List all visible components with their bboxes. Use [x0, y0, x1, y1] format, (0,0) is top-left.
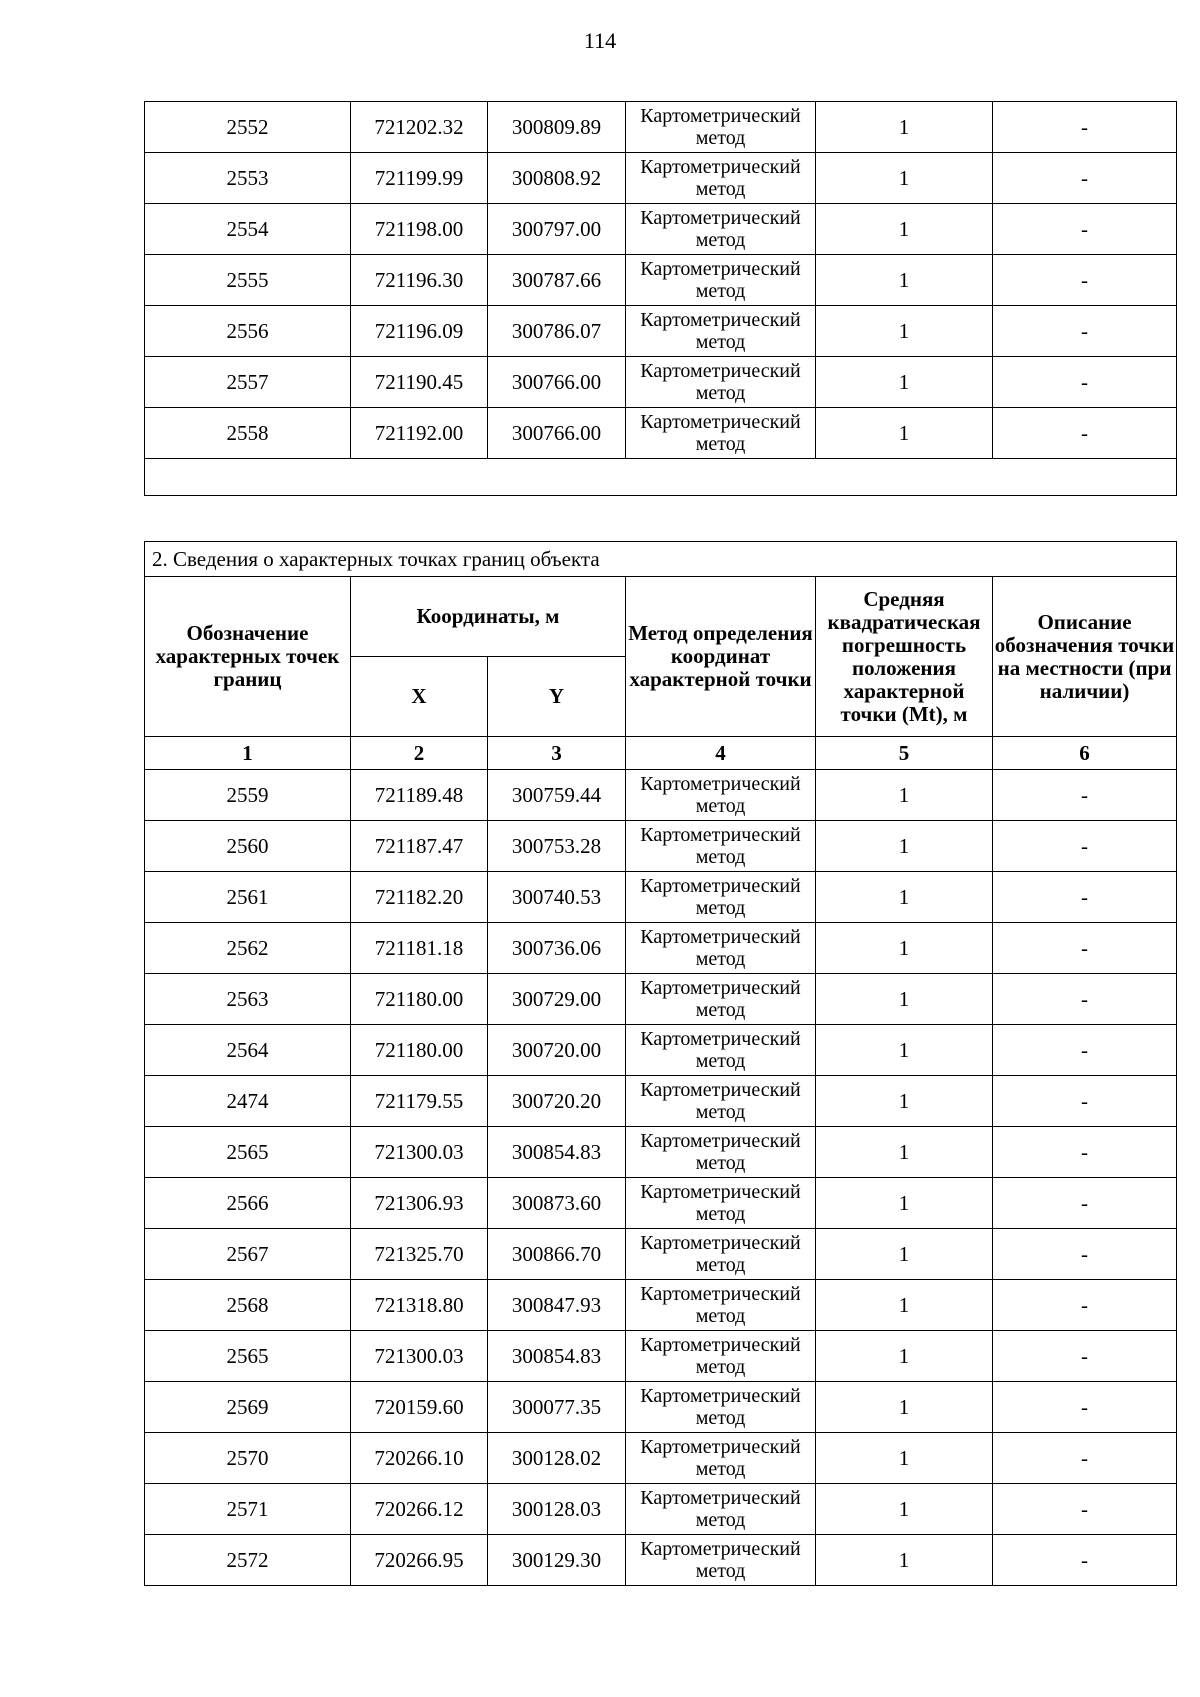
cell-point: 2559 [145, 770, 351, 821]
method-text: Картометрический [640, 1181, 801, 1203]
cell-point: 2565 [145, 1331, 351, 1382]
cell-x: 721199.99 [351, 153, 488, 204]
cell-method [626, 153, 816, 204]
header-x: X [351, 657, 488, 737]
cell-error: 1 [816, 974, 993, 1025]
table-row [145, 872, 1177, 923]
table-row [145, 204, 1177, 255]
method-text: Картометрический [640, 773, 801, 795]
cell-y: 300854.83 [488, 1331, 626, 1382]
table-row [145, 1025, 1177, 1076]
cell-point: 2474 [145, 1076, 351, 1127]
cell-error: 1 [816, 1127, 993, 1178]
method-text: Картометрический [640, 1283, 801, 1305]
method-text: Картометрический [640, 411, 801, 433]
method-text: метод [695, 999, 746, 1021]
cell-method [626, 821, 816, 872]
cell-y: 300854.83 [488, 1127, 626, 1178]
cell-error: 1 [816, 408, 993, 459]
cell-method [626, 1178, 816, 1229]
cell-error: 1 [816, 1178, 993, 1229]
method-text: Картометрический [640, 258, 801, 280]
cell-x: 721300.03 [351, 1331, 488, 1382]
cell-y: 300753.28 [488, 821, 626, 872]
cell-point: 2556 [145, 306, 351, 357]
cell-description: - [993, 1331, 1177, 1382]
cell-method [626, 1382, 816, 1433]
table-row [145, 255, 1177, 306]
cell-error: 1 [816, 1076, 993, 1127]
cell-method [626, 357, 816, 408]
header-y: Y [488, 657, 626, 737]
cell-x: 721190.45 [351, 357, 488, 408]
points-table [144, 541, 1177, 1586]
cell-point: 2570 [145, 1433, 351, 1484]
cell-y: 300808.92 [488, 153, 626, 204]
table-row [145, 1229, 1177, 1280]
method-text: метод [695, 897, 746, 919]
table-row [145, 102, 1177, 153]
method-text: метод [695, 433, 746, 455]
cell-description: - [993, 1025, 1177, 1076]
cell-x: 721189.48 [351, 770, 488, 821]
table-row [145, 1382, 1177, 1433]
cell-method [626, 1229, 816, 1280]
cell-x: 720266.12 [351, 1484, 488, 1535]
table-row [145, 923, 1177, 974]
method-text: Картометрический [640, 1487, 801, 1509]
cell-method [626, 102, 816, 153]
method-text: Картометрический [640, 360, 801, 382]
method-text: метод [695, 280, 746, 302]
cell-error: 1 [816, 1535, 993, 1586]
points-table-continued [144, 101, 1177, 496]
cell-point: 2569 [145, 1382, 351, 1433]
method-text: метод [695, 178, 746, 200]
cell-description: - [993, 306, 1177, 357]
table-row [145, 1076, 1177, 1127]
cell-method [626, 872, 816, 923]
page-number: 114 [583, 28, 617, 53]
table-row [145, 1535, 1177, 1586]
cell-error: 1 [816, 1484, 993, 1535]
cell-error: 1 [816, 306, 993, 357]
cell-method [626, 255, 816, 306]
cell-y: 300740.53 [488, 872, 626, 923]
cell-x: 721306.93 [351, 1178, 488, 1229]
method-text: Картометрический [640, 926, 801, 948]
cell-error: 1 [816, 1382, 993, 1433]
method-text: метод [695, 127, 746, 149]
cell-y: 300128.03 [488, 1484, 626, 1535]
cell-point: 2566 [145, 1178, 351, 1229]
cell-y: 300873.60 [488, 1178, 626, 1229]
cell-error: 1 [816, 357, 993, 408]
cell-error: 1 [816, 923, 993, 974]
cell-error: 1 [816, 102, 993, 153]
table-row [145, 1280, 1177, 1331]
method-text: Картометрический [640, 1385, 801, 1407]
empty-cell [145, 459, 1177, 496]
cell-y: 300766.00 [488, 357, 626, 408]
table-row [145, 357, 1177, 408]
method-text: метод [695, 1458, 746, 1480]
cell-method [626, 306, 816, 357]
cell-x: 721180.00 [351, 974, 488, 1025]
header-method: Метод определения координат характерной точки [626, 577, 816, 737]
table-row [145, 821, 1177, 872]
cell-point: 2563 [145, 974, 351, 1025]
cell-method [626, 1535, 816, 1586]
cell-error: 1 [816, 153, 993, 204]
table-row [145, 1433, 1177, 1484]
cell-error: 1 [816, 1025, 993, 1076]
column-number: 1 [145, 737, 351, 770]
cell-y: 300787.66 [488, 255, 626, 306]
table-row [145, 770, 1177, 821]
cell-x: 721198.00 [351, 204, 488, 255]
cell-error: 1 [816, 1331, 993, 1382]
cell-x: 721318.80 [351, 1280, 488, 1331]
cell-error: 1 [816, 1280, 993, 1331]
cell-description: - [993, 1280, 1177, 1331]
method-text: Картометрический [640, 309, 801, 331]
cell-y: 300729.00 [488, 974, 626, 1025]
cell-method [626, 1280, 816, 1331]
empty-row [145, 459, 1177, 496]
method-text: метод [695, 1305, 746, 1327]
cell-description: - [993, 872, 1177, 923]
method-text: метод [695, 1509, 746, 1531]
method-text: Картометрический [640, 1232, 801, 1254]
cell-point: 2567 [145, 1229, 351, 1280]
cell-x: 721179.55 [351, 1076, 488, 1127]
cell-y: 300809.89 [488, 102, 626, 153]
method-text: Картометрический [640, 1538, 801, 1560]
cell-description: - [993, 153, 1177, 204]
cell-point: 2572 [145, 1535, 351, 1586]
header-designation: Обозначение характерных точек границ [145, 577, 351, 737]
cell-point: 2571 [145, 1484, 351, 1535]
table-row [145, 408, 1177, 459]
method-text: метод [695, 331, 746, 353]
cell-method [626, 1433, 816, 1484]
method-text: метод [695, 1050, 746, 1072]
method-text: Картометрический [640, 1079, 801, 1101]
method-text: метод [695, 1407, 746, 1429]
cell-description: - [993, 1535, 1177, 1586]
cell-error: 1 [816, 255, 993, 306]
header-coordinates: Координаты, м [351, 577, 626, 657]
cell-point: 2552 [145, 102, 351, 153]
header-description: Описание обозначения точки на местности (при наличии) [993, 577, 1177, 737]
table-row [145, 306, 1177, 357]
method-text: метод [695, 1356, 746, 1378]
cell-x: 721187.47 [351, 821, 488, 872]
cell-y: 300797.00 [488, 204, 626, 255]
method-text: Картометрический [640, 1028, 801, 1050]
method-text: Картометрический [640, 1130, 801, 1152]
cell-description: - [993, 102, 1177, 153]
cell-description: - [993, 408, 1177, 459]
cell-x: 721300.03 [351, 1127, 488, 1178]
table-caption: 2. Сведения о характерных точках границ объекта [145, 542, 1177, 577]
method-text: Картометрический [640, 1334, 801, 1356]
table-row [145, 1484, 1177, 1535]
cell-y: 300759.44 [488, 770, 626, 821]
table-row [145, 1178, 1177, 1229]
cell-description: - [993, 255, 1177, 306]
header-error: Средняя квадратическая погрешность положения характерной точки (Mt), м [816, 577, 993, 737]
method-text: метод [695, 1560, 746, 1582]
cell-error: 1 [816, 872, 993, 923]
cell-description: - [993, 204, 1177, 255]
cell-description: - [993, 1076, 1177, 1127]
cell-description: - [993, 1484, 1177, 1535]
method-text: Картометрический [640, 977, 801, 999]
column-number: 4 [626, 737, 816, 770]
cell-x: 721181.18 [351, 923, 488, 974]
cell-x: 721196.30 [351, 255, 488, 306]
cell-method [626, 408, 816, 459]
points-table-continued-body [145, 102, 1177, 459]
cell-description: - [993, 974, 1177, 1025]
cell-point: 2560 [145, 821, 351, 872]
cell-error: 1 [816, 770, 993, 821]
column-number: 3 [488, 737, 626, 770]
cell-error: 1 [816, 1229, 993, 1280]
method-text: метод [695, 1254, 746, 1276]
method-text: метод [695, 382, 746, 404]
cell-description: - [993, 1127, 1177, 1178]
cell-y: 300766.00 [488, 408, 626, 459]
cell-error: 1 [816, 204, 993, 255]
method-text: метод [695, 1101, 746, 1123]
method-text: Картометрический [640, 207, 801, 229]
cell-method [626, 974, 816, 1025]
cell-description: - [993, 1433, 1177, 1484]
method-text: метод [695, 1203, 746, 1225]
cell-point: 2553 [145, 153, 351, 204]
table-row [145, 153, 1177, 204]
cell-x: 721182.20 [351, 872, 488, 923]
cell-x: 721325.70 [351, 1229, 488, 1280]
cell-y: 300847.93 [488, 1280, 626, 1331]
cell-point: 2568 [145, 1280, 351, 1331]
cell-y: 300866.70 [488, 1229, 626, 1280]
cell-error: 1 [816, 1433, 993, 1484]
cell-y: 300128.02 [488, 1433, 626, 1484]
cell-point: 2562 [145, 923, 351, 974]
cell-method [626, 770, 816, 821]
method-text: Картометрический [640, 875, 801, 897]
cell-description: - [993, 923, 1177, 974]
cell-description: - [993, 821, 1177, 872]
method-text: Картометрический [640, 824, 801, 846]
method-text: Картометрический [640, 1436, 801, 1458]
method-text: метод [695, 948, 746, 970]
cell-y: 300720.20 [488, 1076, 626, 1127]
cell-x: 721180.00 [351, 1025, 488, 1076]
cell-method [626, 1484, 816, 1535]
method-text: метод [695, 795, 746, 817]
cell-point: 2564 [145, 1025, 351, 1076]
method-text: метод [695, 846, 746, 868]
cell-x: 721192.00 [351, 408, 488, 459]
cell-y: 300077.35 [488, 1382, 626, 1433]
cell-y: 300786.07 [488, 306, 626, 357]
cell-description: - [993, 1229, 1177, 1280]
cell-x: 720266.10 [351, 1433, 488, 1484]
cell-description: - [993, 1178, 1177, 1229]
cell-y: 300129.30 [488, 1535, 626, 1586]
cell-point: 2565 [145, 1127, 351, 1178]
method-text: Картометрический [640, 156, 801, 178]
column-number: 5 [816, 737, 993, 770]
method-text: метод [695, 229, 746, 251]
method-text: метод [695, 1152, 746, 1174]
cell-x: 720266.95 [351, 1535, 488, 1586]
cell-point: 2558 [145, 408, 351, 459]
cell-description: - [993, 357, 1177, 408]
method-text: Картометрический [640, 105, 801, 127]
table-row [145, 1331, 1177, 1382]
cell-point: 2554 [145, 204, 351, 255]
cell-method [626, 1331, 816, 1382]
cell-y: 300736.06 [488, 923, 626, 974]
cell-method [626, 1127, 816, 1178]
points-table-body [145, 770, 1177, 1586]
table-row [145, 1127, 1177, 1178]
cell-method [626, 1076, 816, 1127]
cell-error: 1 [816, 821, 993, 872]
cell-description: - [993, 770, 1177, 821]
cell-x: 721202.32 [351, 102, 488, 153]
column-number: 6 [993, 737, 1177, 770]
cell-point: 2555 [145, 255, 351, 306]
cell-method [626, 204, 816, 255]
cell-y: 300720.00 [488, 1025, 626, 1076]
cell-method [626, 923, 816, 974]
cell-point: 2561 [145, 872, 351, 923]
cell-x: 720159.60 [351, 1382, 488, 1433]
cell-x: 721196.09 [351, 306, 488, 357]
cell-description: - [993, 1382, 1177, 1433]
column-number: 2 [351, 737, 488, 770]
cell-point: 2557 [145, 357, 351, 408]
table-row [145, 974, 1177, 1025]
cell-method [626, 1025, 816, 1076]
